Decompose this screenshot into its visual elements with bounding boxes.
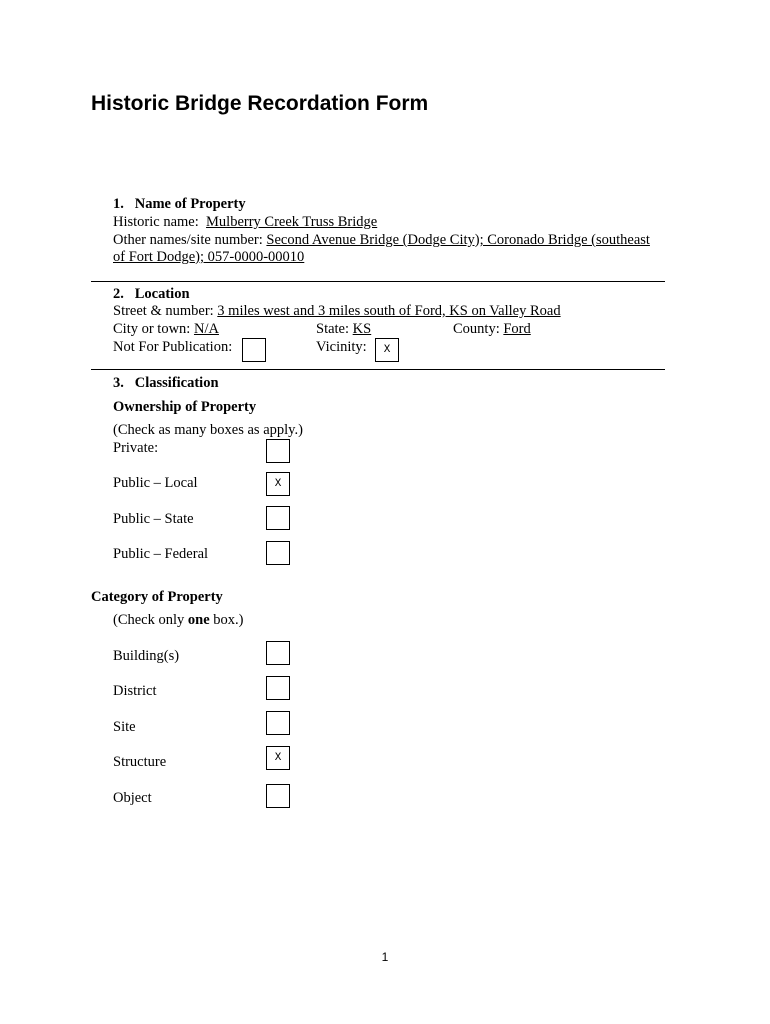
state-label: State: (316, 321, 350, 337)
category-note-bold: one (187, 612, 210, 628)
ownership-checkbox-public-federal[interactable] (266, 541, 290, 565)
ownership-label-public-state: Public – State (113, 511, 194, 527)
category-label-buildings: Building(s) (113, 648, 180, 664)
divider-2 (91, 369, 665, 370)
city-value[interactable]: N/A (193, 321, 219, 337)
other-names-value-line2[interactable]: of Fort Dodge); 057-0000-00010 (113, 249, 305, 265)
category-heading: Category of Property (91, 589, 223, 605)
section-3-number: 3. (113, 375, 124, 391)
county-label: County: (453, 321, 500, 337)
state-value[interactable]: KS (352, 321, 372, 337)
ownership-checkbox-private[interactable] (266, 439, 290, 463)
section-1-heading (113, 195, 246, 213)
historic-name-value[interactable]: Mulberry Creek Truss Bridge (206, 214, 378, 230)
street-row (113, 302, 561, 320)
section-3-title: Classification (134, 375, 219, 391)
vicinity-checkbox[interactable]: X (375, 338, 399, 362)
page-title: Historic Bridge Recordation Form (91, 92, 429, 115)
other-names-label: Other names/site number: (113, 232, 263, 248)
category-checkbox-district[interactable] (266, 676, 290, 700)
other-names-row (113, 231, 650, 249)
vicinity-label: Vicinity: (316, 339, 367, 355)
divider-1 (91, 281, 665, 282)
section-1-number: 1. (113, 196, 124, 212)
city-row (113, 320, 219, 338)
ownership-checkbox-public-state[interactable] (266, 506, 290, 530)
category-note-pre: (Check only (113, 612, 188, 628)
page-number: 1 (381, 950, 389, 964)
category-checkbox-object[interactable] (266, 784, 290, 808)
category-label-site: Site (113, 719, 136, 735)
category-label-object: Object (113, 790, 152, 806)
category-checkbox-structure[interactable]: X (266, 746, 290, 770)
city-label: City or town: (113, 321, 191, 337)
historic-name-row (113, 213, 377, 231)
ownership-checkbox-public-local[interactable]: X (266, 472, 290, 496)
category-checkbox-buildings[interactable] (266, 641, 290, 665)
street-value[interactable]: 3 miles west and 3 miles south of Ford, KS on Valley Road (217, 303, 561, 319)
category-label-structure: Structure (113, 754, 167, 770)
category-note (113, 611, 244, 629)
section-3-heading (113, 374, 219, 392)
category-label-district: District (113, 683, 157, 699)
street-label: Street & number: (113, 303, 214, 319)
ownership-note: (Check as many boxes as apply.) (113, 422, 303, 438)
category-checkbox-site[interactable] (266, 711, 290, 735)
ownership-label-private: Private: (113, 440, 159, 456)
ownership-heading: Ownership of Property (113, 399, 257, 415)
category-note-post: box.) (209, 612, 244, 628)
section-2-title: Location (134, 286, 190, 302)
section-2-heading (113, 285, 190, 303)
historic-name-label: Historic name: (113, 214, 199, 230)
section-1-title: Name of Property (134, 196, 246, 212)
ownership-label-public-local: Public – Local (113, 475, 198, 491)
not-for-publication-checkbox[interactable] (242, 338, 266, 362)
not-for-publication-label: Not For Publication: (113, 339, 233, 355)
county-value[interactable]: Ford (503, 321, 531, 337)
other-names-value-line1[interactable]: Second Avenue Bridge (Dodge City); Coronado Bridge (southeast (266, 232, 650, 248)
ownership-label-public-federal: Public – Federal (113, 546, 209, 562)
county-row (453, 320, 531, 338)
state-row (316, 320, 371, 338)
section-2-number: 2. (113, 286, 124, 302)
